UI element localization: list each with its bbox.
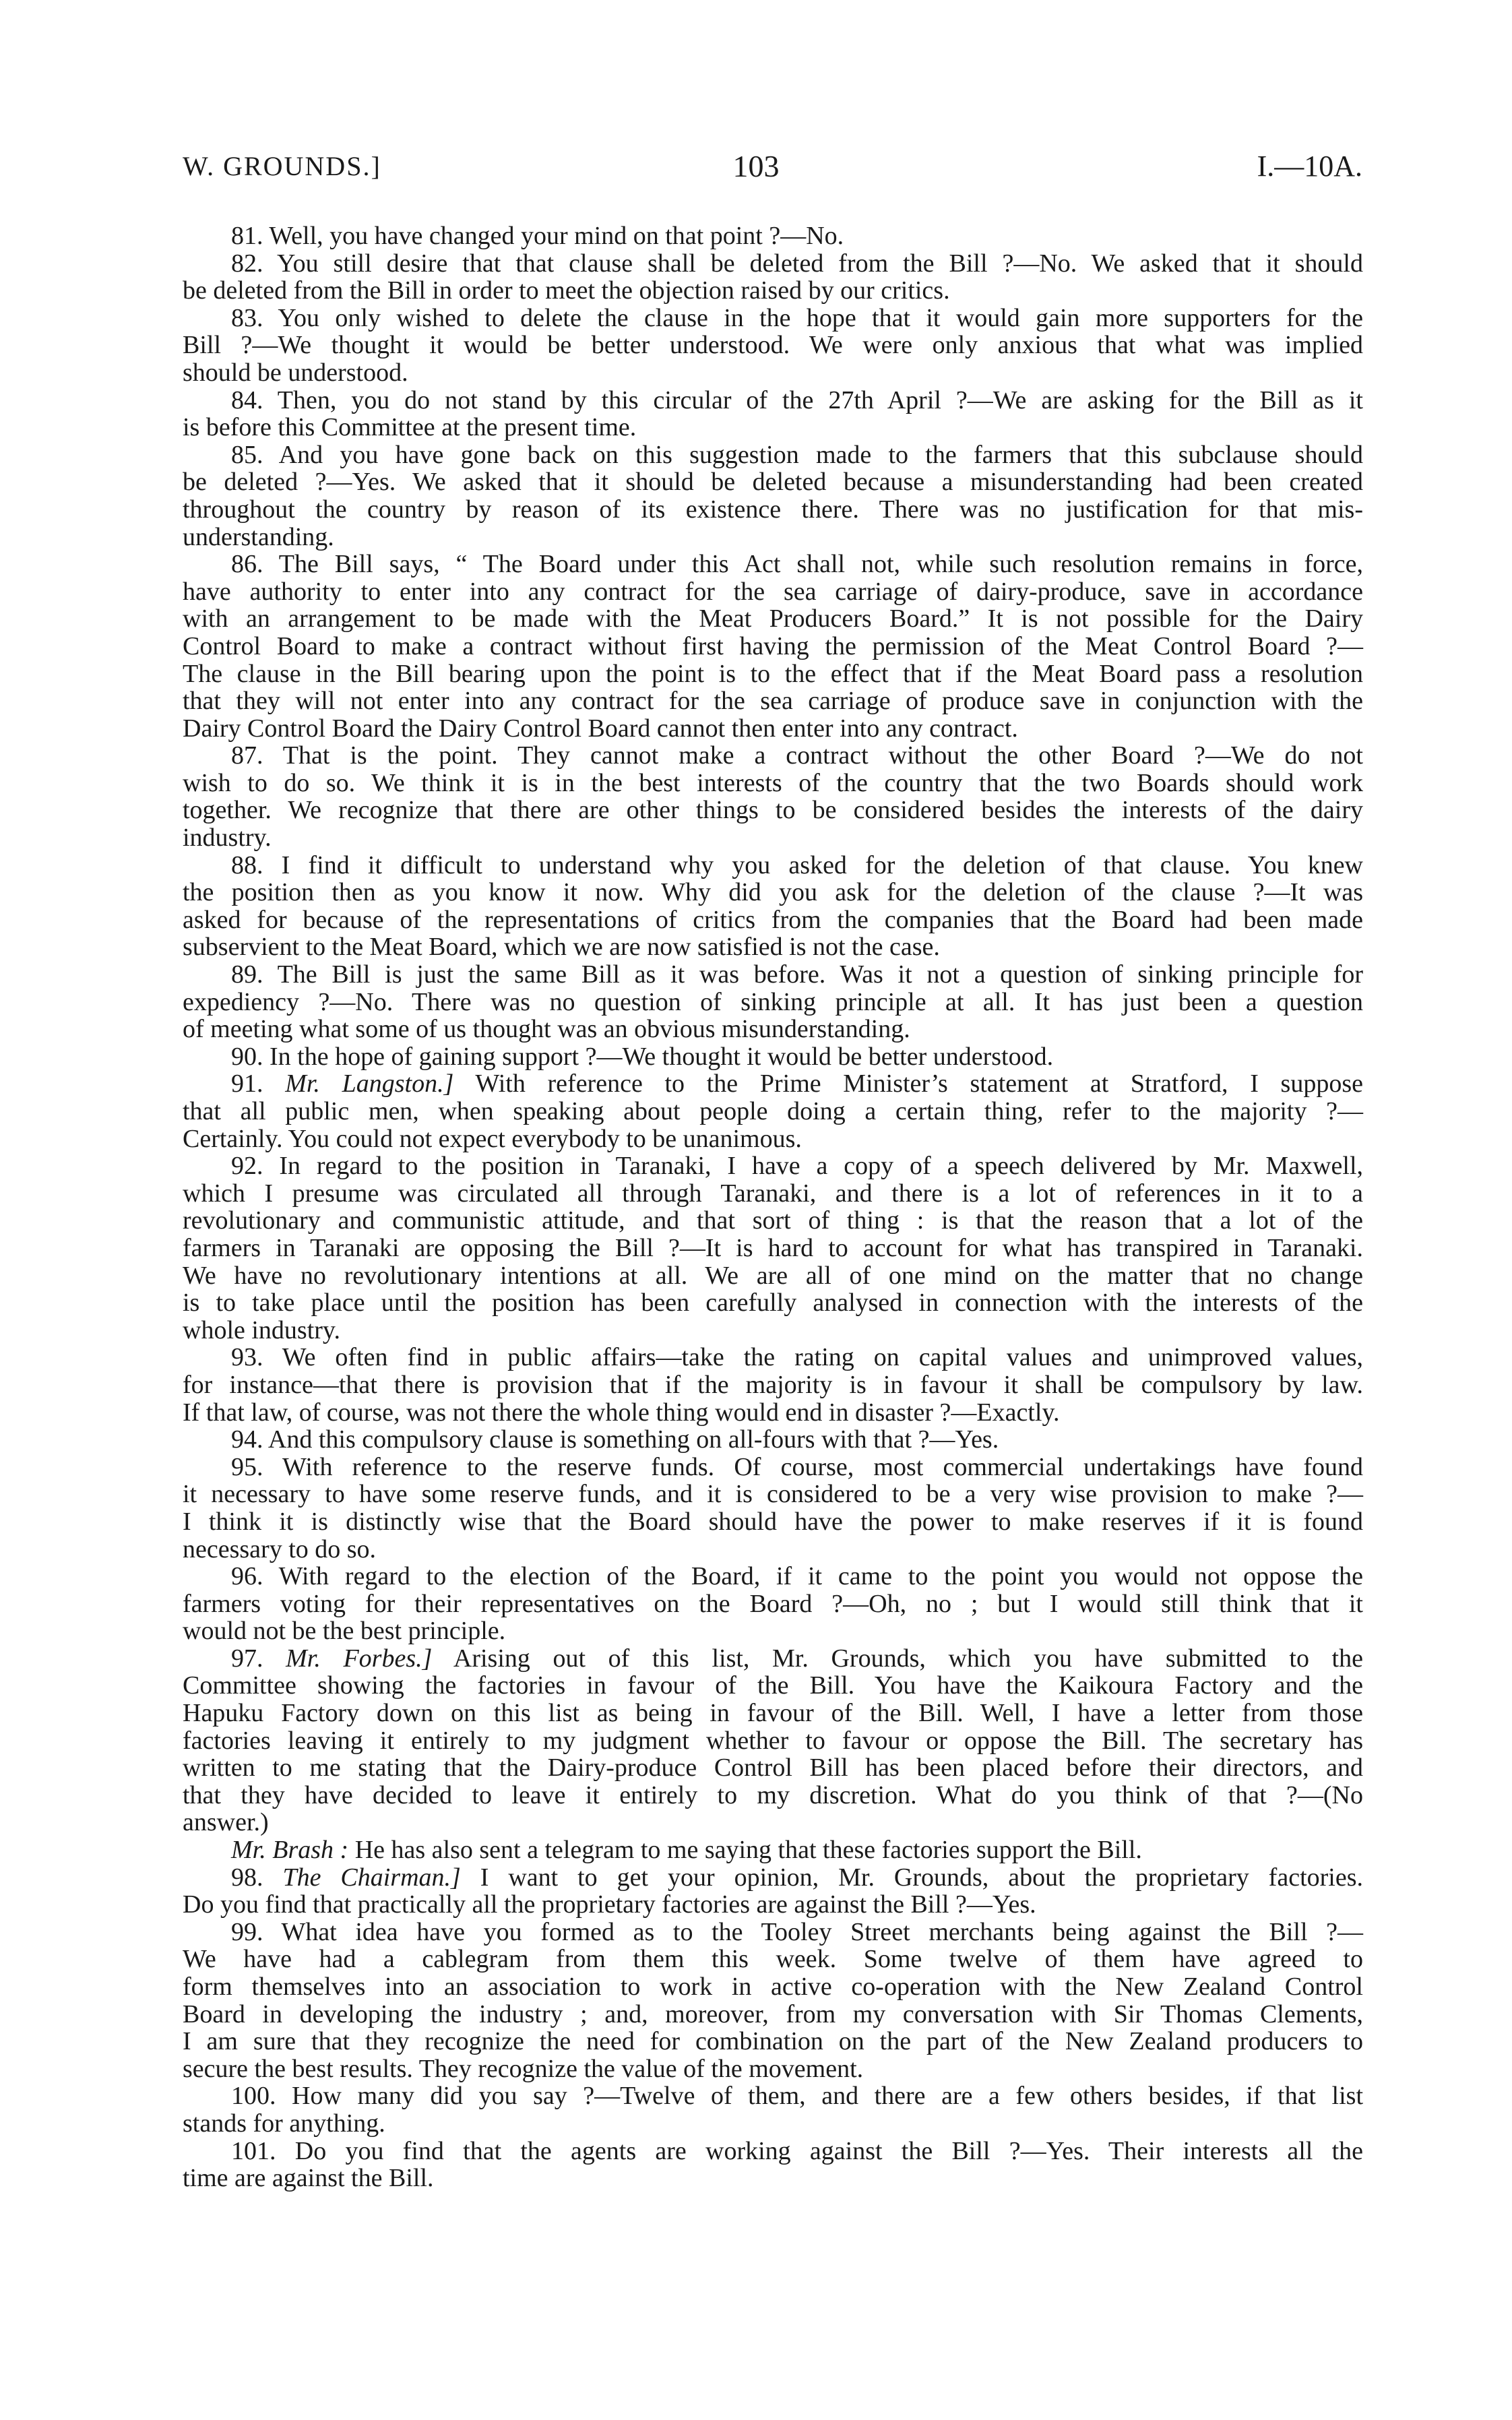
question-paragraph <box>183 1043 1363 1071</box>
line-text: be deleted ?—Yes. We asked that it should be deleted because a misunderstanding had been created <box>183 468 1363 497</box>
line-text: it necessary to have some reserve funds, and it is considered to be a very wise provision to make ?— <box>183 1480 1363 1509</box>
question-number: 101. <box>231 2136 276 2165</box>
line-text: that they have decided to leave it entirely to my discretion. What do you think of that ?—(No <box>183 1780 1363 1809</box>
line-text: wish to do so. We think it is in the best interests of the country that the two Boards should work <box>183 768 1363 797</box>
text-line <box>183 1536 1363 1563</box>
question-paragraph <box>183 2082 1363 2137</box>
text-line <box>183 1207 1363 1235</box>
text-line <box>183 1563 1363 1590</box>
text-line <box>183 660 1363 688</box>
question-number: 91. <box>231 1069 263 1098</box>
line-text: Committee showing the factories in favour of the Bill. You have the Kaikoura Factory and the <box>183 1671 1363 1700</box>
line-text: expediency ?—No. There was no question of sinking principle at all. It has just been a question <box>183 987 1363 1016</box>
text-line <box>183 359 1363 387</box>
page-number: 103 <box>732 149 780 183</box>
text-line <box>183 1782 1363 1809</box>
text-line <box>183 414 1363 441</box>
line-text: The clause in the Bill bearing upon the point is to the effect that if the Meat Board pass a resolution <box>183 659 1363 688</box>
text-line <box>183 852 1363 879</box>
text-line <box>183 824 1363 852</box>
line-text: With regard to the election of the Board, if it came to the point you would not oppose the <box>278 1562 1363 1591</box>
text-line <box>183 1864 1363 1892</box>
text-line <box>183 1317 1363 1344</box>
text-line <box>183 742 1363 770</box>
text-line <box>183 1262 1363 1290</box>
question-number: 82. <box>231 249 263 278</box>
line-text: secure the best results. They recognize the value of the movement. <box>183 2054 864 2083</box>
text-line <box>183 305 1363 332</box>
text-line <box>183 2138 1363 2165</box>
question-number: 98. <box>231 1863 263 1892</box>
text-line <box>183 961 1363 989</box>
line-text: be deleted from the Bill in order to meet the objection raised by our critics. <box>183 276 950 305</box>
question-paragraph <box>183 441 1363 551</box>
line-text: Do you find that the agents are working against the Bill ?—Yes. Their interests all the <box>294 2136 1364 2165</box>
text-line <box>183 906 1363 934</box>
text-line <box>183 2055 1363 2083</box>
text-line <box>183 1891 1363 1919</box>
line-text: is to take place until the position has been carefully analysed in connection with the interests of the <box>183 1289 1363 1317</box>
line-text: Bill ?—We thought it would be better understood. We were only anxious that what was implied <box>183 331 1363 360</box>
line-text: And this compulsory clause is something on all-fours with that ?—Yes. <box>267 1425 999 1454</box>
text-line <box>183 633 1363 660</box>
line-text: Then, you do not stand by this circular of the 27th April ?—We are asking for the Bill as it <box>277 385 1363 414</box>
line-text: with an arrangement to be made with the Meat Producers Board.” It is not possible for the Dairy <box>183 604 1363 633</box>
text-line <box>183 933 1363 961</box>
line-text: of meeting what some of us thought was an obvious misunderstanding. <box>183 1015 910 1044</box>
line-text: answer.) <box>183 1808 269 1837</box>
text-line <box>183 2165 1363 2192</box>
line-text: Dairy Control Board the Dairy Control Board cannot then enter into any contract. <box>183 714 1018 743</box>
question-paragraph <box>183 250 1363 305</box>
question-paragraph <box>183 387 1363 441</box>
line-text: I find it difficult to understand why you asked for the deletion of that clause. You knew <box>281 850 1363 879</box>
question-number: 83. <box>231 303 263 332</box>
line-text: In regard to the position in Taranaki, I have a copy of a speech delivered by Mr. Maxwell, <box>279 1152 1364 1181</box>
text-line <box>183 715 1363 743</box>
question-number: 85. <box>231 440 263 469</box>
line-text: The Bill is just the same Bill as it was before. Was it not a question of sinking principle for <box>277 960 1363 989</box>
text-line <box>183 1672 1363 1700</box>
text-line <box>183 1289 1363 1317</box>
text-line <box>183 387 1363 414</box>
line-text: I want to get your opinion, Mr. Grounds, about the proprietary factories. <box>480 1863 1363 1892</box>
text-line <box>183 770 1363 797</box>
question-number: 95. <box>231 1452 263 1481</box>
line-text: have authority to enter into any contract for the sea carriage of dairy-produce, save in accordance <box>183 577 1363 606</box>
line-text: that they will not enter into any contract for the sea carriage of produce save in conjunction with the <box>183 687 1363 716</box>
question-number: 93. <box>231 1343 263 1372</box>
line-text: We have no revolutionary intentions at all. We are all of one mind on the matter that no change <box>183 1261 1363 1290</box>
question-paragraph <box>183 1454 1363 1563</box>
text-line <box>183 605 1363 633</box>
question-paragraph <box>183 1152 1363 1344</box>
question-paragraph <box>183 742 1363 851</box>
question-paragraph <box>183 305 1363 387</box>
line-text: You only wished to delete the clause in the hope that it would gain more supporters for the <box>278 303 1363 332</box>
text-line <box>183 250 1363 278</box>
text-line <box>183 1754 1363 1782</box>
line-text: Arising out of this list, Mr. Grounds, which you have submitted to the <box>453 1644 1363 1673</box>
line-text: farmers voting for their representatives on the Board ?—Oh, no ; but I would still think that it <box>183 1589 1363 1618</box>
line-text: written to me stating that the Dairy-produce Control Bill has been placed before their directors, and <box>183 1754 1363 1782</box>
line-text: is before this Committee at the present time. <box>183 413 637 442</box>
text-line <box>183 524 1363 551</box>
text-line <box>183 1016 1363 1043</box>
line-text: throughout the country by reason of its existence there. There was no justification for that mis- <box>183 495 1363 524</box>
text-line <box>183 1125 1363 1153</box>
line-text: You still desire that that clause shall be deleted from the Bill ?—No. We asked that it should <box>277 249 1363 278</box>
line-text: With reference to the Prime Minister’s statement at Stratford, I suppose <box>475 1069 1363 1098</box>
question-number: 89. <box>231 960 263 989</box>
question-paragraph <box>183 2138 1363 2192</box>
question-paragraph <box>183 1563 1363 1645</box>
question-number: 81. <box>231 222 263 250</box>
text-line <box>183 1481 1363 1508</box>
text-line <box>183 2082 1363 2110</box>
line-text: form themselves into an association to work in active co-operation with the New Zealand Control <box>183 1973 1363 2001</box>
line-text: should be understood. <box>183 358 408 387</box>
text-line <box>183 1235 1363 1262</box>
line-text: asked for because of the representations of critics from the companies that the Board had been made <box>183 905 1363 934</box>
text-line <box>183 551 1363 578</box>
question-number: 100. <box>231 2082 276 2111</box>
line-text: revolutionary and communistic attitude, and that sort of thing : is that the reason that a lot of the <box>183 1206 1363 1235</box>
question-paragraph <box>183 551 1363 742</box>
text-line <box>183 879 1363 906</box>
text-line <box>183 1590 1363 1618</box>
line-text: We often find in public affairs—take the rating on capital values and unimproved values, <box>282 1343 1363 1372</box>
document-reference: I.—10A. <box>1257 150 1362 183</box>
text-line <box>183 1399 1363 1427</box>
question-number: 90. <box>231 1042 263 1071</box>
text-line <box>183 989 1363 1016</box>
text-line <box>183 1180 1363 1208</box>
text-line <box>183 1809 1363 1836</box>
line-text: With reference to the reserve funds. Of course, most commercial undertakings have found <box>282 1452 1363 1481</box>
speaker-name: Mr. Brash : <box>231 1836 349 1865</box>
line-text: whole industry. <box>183 1315 340 1344</box>
text-line <box>183 578 1363 606</box>
question-number: 96. <box>231 1562 263 1591</box>
line-text: time are against the Bill. <box>183 2164 434 2193</box>
line-text: If that law, of course, was not there the whole thing would end in disaster ?—Exactly. <box>183 1398 1060 1427</box>
line-text: understanding. <box>183 522 334 551</box>
line-text: necessary to do so. <box>183 1534 377 1563</box>
question-paragraph <box>183 1919 1363 2083</box>
question-paragraph <box>183 1426 1363 1454</box>
text-line <box>183 1919 1363 1946</box>
question-paragraph <box>183 1864 1363 1919</box>
question-number: 92. <box>231 1152 263 1181</box>
text-line <box>183 2001 1363 2028</box>
text-line <box>183 1426 1363 1454</box>
text-line <box>183 1727 1363 1755</box>
speaker-name: The Chairman.] <box>282 1863 461 1892</box>
text-line <box>183 332 1363 359</box>
text-line <box>183 1070 1363 1098</box>
text-line <box>183 496 1363 524</box>
line-text: We have had a cablegram from them this week. Some twelve of them have agreed to <box>183 1945 1363 1974</box>
line-text: Control Board to make a contract without first having the permission of the Meat Control Board ?— <box>183 631 1363 660</box>
text-line <box>183 1645 1363 1673</box>
question-paragraph <box>183 852 1363 961</box>
line-text: factories leaving it entirely to my judgment whether to favour or oppose the Bill. The secretary has <box>183 1726 1363 1755</box>
text-line <box>183 1043 1363 1071</box>
text-line <box>183 277 1363 305</box>
question-paragraph <box>183 961 1363 1043</box>
text-line <box>183 1508 1363 1536</box>
speaker-name: Mr. Langston.] <box>285 1069 454 1098</box>
text-line <box>183 1973 1363 2001</box>
line-text: subservient to the Meat Board, which we are now satisfied is not the case. <box>183 933 940 962</box>
line-text: The Bill says, “ The Board under this Act shall not, while such resolution remains in force, <box>278 550 1363 579</box>
line-text: would not be the best principle. <box>183 1617 506 1646</box>
text-line <box>183 687 1363 715</box>
line-text: the position then as you know it now. Why did you ask for the deletion of the clause ?—It was <box>183 878 1363 907</box>
text-line <box>183 1371 1363 1399</box>
question-paragraph <box>183 1344 1363 1426</box>
question-number: 97. <box>231 1644 263 1673</box>
question-number: 99. <box>231 1917 263 1946</box>
line-text: That is the point. They cannot make a contract without the other Board ?—We do not <box>282 741 1363 770</box>
text-line <box>183 2028 1363 2055</box>
line-text: Hapuku Factory down on this list as being in favour of the Bill. Well, I have a letter from those <box>183 1699 1363 1728</box>
text-line <box>183 441 1363 469</box>
text-line <box>183 468 1363 496</box>
testimony-body <box>183 222 1363 2192</box>
text-line <box>183 1098 1363 1125</box>
line-text: Certainly. You could not expect everybody to be unanimous. <box>183 1124 802 1153</box>
text-line <box>183 1454 1363 1481</box>
line-text: He has also sent a telegram to me saying that these factories support the Bill. <box>354 1836 1142 1865</box>
line-text: that all public men, when speaking about people doing a certain thing, refer to the majority ?— <box>183 1097 1363 1125</box>
text-line <box>183 2110 1363 2138</box>
text-line <box>183 1617 1363 1645</box>
line-text: How many did you say ?—Twelve of them, and there are a few others besides, if that list <box>292 2082 1363 2111</box>
line-text: Board in developing the industry ; and, moreover, from my conversation with Sir Thomas Clements, <box>183 1999 1363 2028</box>
line-text: for instance—that there is provision that if the majority is in favour it shall be compulsory by law. <box>183 1370 1363 1399</box>
line-text: I am sure that they recognize the need for combination on the part of the New Zealand producers to <box>183 2027 1363 2056</box>
question-number: 88. <box>231 850 263 879</box>
line-text: stands for anything. <box>183 2109 385 2138</box>
speaker-name: Mr. Forbes.] <box>286 1644 433 1673</box>
question-paragraph <box>183 1645 1363 1836</box>
text-line <box>183 222 1363 250</box>
text-line <box>183 1836 1363 1864</box>
text-line <box>183 797 1363 824</box>
question-paragraph <box>183 1836 1363 1864</box>
line-text: Do you find that practically all the proprietary factories are against the Bill ?—Yes. <box>183 1890 1036 1919</box>
line-text: farmers in Taranaki are opposing the Bill ?—It is hard to account for what has transpired in Taranaki. <box>183 1233 1363 1262</box>
line-text: I think it is distinctly wise that the Board should have the power to make reserves if it is found <box>183 1507 1363 1536</box>
question-number: 94. <box>231 1425 263 1454</box>
question-paragraph <box>183 222 1363 250</box>
text-line <box>183 1344 1363 1371</box>
question-number: 87. <box>231 741 263 770</box>
text-line <box>183 1700 1363 1727</box>
line-text: And you have gone back on this suggestion made to the farmers that this subclause should <box>278 440 1364 469</box>
line-text: What idea have you formed as to the Tooley Street merchants being against the Bill ?— <box>281 1917 1363 1946</box>
question-paragraph <box>183 1070 1363 1152</box>
text-line <box>183 1946 1363 1973</box>
line-text: together. We recognize that there are other things to be considered besides the interests of the dairy <box>183 796 1363 825</box>
line-text: In the hope of gaining support ?—We thought it would be better understood. <box>270 1042 1054 1071</box>
running-head-witness: W. GROUNDS.] <box>183 151 381 181</box>
question-number: 86. <box>231 550 263 579</box>
line-text: Well, you have changed your mind on that point ?—No. <box>269 222 844 250</box>
line-text: industry. <box>183 824 272 852</box>
text-line <box>183 1152 1363 1180</box>
line-text: which I presume was circulated all through Taranaki, and there is a lot of references in it to a <box>183 1179 1363 1208</box>
question-number: 84. <box>231 385 263 414</box>
